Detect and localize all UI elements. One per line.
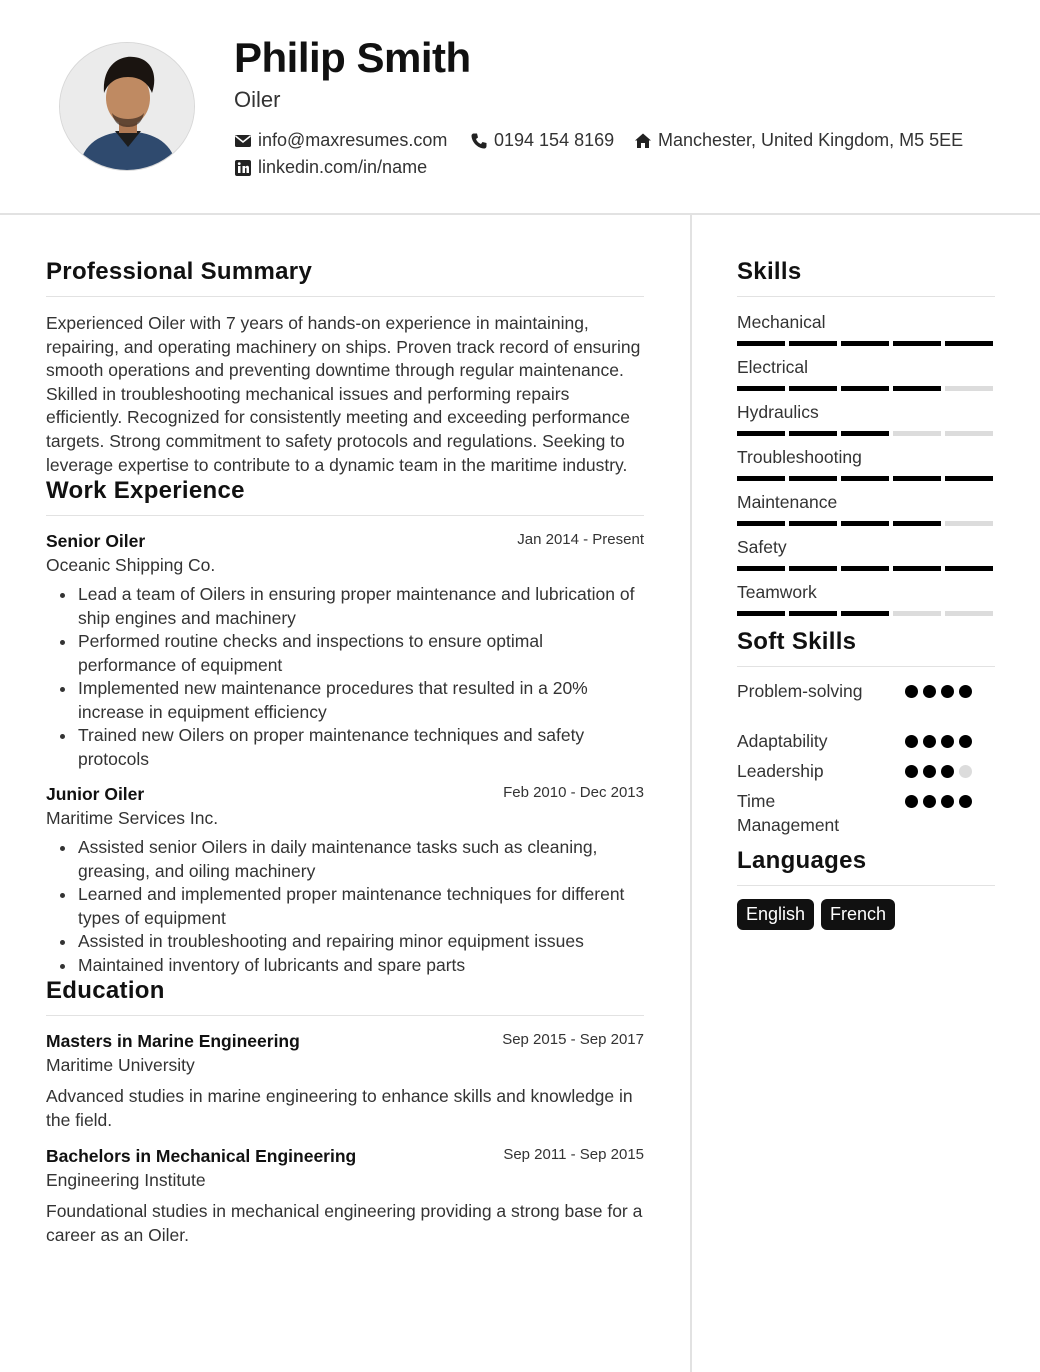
rating-dot — [923, 735, 936, 748]
job-entry — [46, 784, 644, 977]
rating-dot — [923, 765, 936, 778]
job-entry — [46, 531, 644, 771]
skill-level-segment — [945, 386, 993, 391]
rating-dot — [905, 765, 918, 778]
skill-level-segment — [737, 566, 785, 571]
skill-level-segment — [789, 341, 837, 346]
school-name: Engineering Institute — [46, 1170, 206, 1191]
skill-level-segment — [945, 431, 993, 436]
skill-level-segment — [893, 566, 941, 571]
rating-dot — [905, 685, 918, 698]
skill-item — [737, 357, 995, 391]
summary-text: Experienced Oiler with 7 years of hands-on experience in maintaining, repairing, and operating machinery on ships. Proven track record of ensuring smooth operations and preventing downtime through regular maintenance. Skilled in troubleshooting mechanical issues and performing repairs efficiently. Recognized for consistently meeting and exceeding performance targets. Strong commitment to safety protocols and regulations. Seeking to leverage expertise to contribute to a dynamic team in the maritime industry. — [46, 313, 641, 475]
skills-list — [737, 312, 995, 616]
list-item: Performed routine checks and inspections to ensure optimal performance of equipment — [46, 630, 644, 677]
languages-title: Languages — [737, 847, 995, 886]
skill-level-bar — [737, 521, 995, 526]
skill-level-segment — [789, 566, 837, 571]
home-icon — [634, 132, 652, 150]
skill-name: Maintenance — [737, 492, 838, 512]
linkedin-text: linkedin.com/in/name — [258, 157, 428, 177]
list-item: Learned and implemented proper maintenance techniques for different types of equipment — [46, 883, 644, 930]
skill-level-segment — [789, 521, 837, 526]
soft-skill-name: Leadership — [737, 761, 824, 781]
skill-level-segment — [841, 431, 889, 436]
education-date: Sep 2011 - Sep 2015 — [503, 1146, 644, 1164]
degree-title: Bachelors in Mechanical Engineering — [46, 1146, 357, 1167]
rating-dot — [923, 795, 936, 808]
education-section — [46, 977, 644, 1247]
skill-level-segment — [789, 611, 837, 616]
skill-name: Troubleshooting — [737, 447, 862, 467]
education-entry — [46, 1031, 644, 1132]
skill-name: Electrical — [737, 357, 808, 377]
address-text: Manchester, United Kingdom, M5 5EE — [658, 130, 964, 150]
skill-item — [737, 537, 995, 571]
skill-level-segment — [841, 341, 889, 346]
contact-address — [634, 130, 963, 151]
skills-section — [737, 258, 995, 616]
job-bullets — [46, 583, 644, 771]
skill-level-segment — [893, 521, 941, 526]
skill-level-segment — [789, 386, 837, 391]
skill-level-segment — [893, 341, 941, 346]
skills-title: Skills — [737, 258, 995, 297]
rating-dot — [941, 685, 954, 698]
soft-skill-rating — [905, 795, 972, 808]
skill-level-segment — [737, 386, 785, 391]
skill-level-segment — [841, 521, 889, 526]
skill-item — [737, 312, 995, 346]
skill-level-segment — [945, 476, 993, 481]
rating-dot — [959, 765, 972, 778]
job-date: Feb 2010 - Dec 2013 — [503, 784, 644, 802]
skill-level-segment — [945, 521, 993, 526]
school-name: Maritime University — [46, 1055, 195, 1076]
contact-phone[interactable] — [470, 130, 614, 151]
education-entry — [46, 1146, 644, 1247]
skill-level-segment — [737, 521, 785, 526]
skill-name: Teamwork — [737, 582, 817, 602]
main-column — [46, 258, 644, 1247]
rating-dot — [905, 735, 918, 748]
skill-level-segment — [841, 611, 889, 616]
rating-dot — [941, 765, 954, 778]
contact-email[interactable] — [234, 130, 447, 151]
job-title: Junior Oiler — [46, 784, 145, 805]
skill-level-segment — [893, 431, 941, 436]
soft-skill-item — [737, 789, 995, 839]
soft-skill-item — [737, 679, 995, 729]
skill-level-segment — [945, 611, 993, 616]
skill-level-bar — [737, 386, 995, 391]
list-item: Assisted senior Oilers in daily maintenance tasks such as cleaning, greasing, and oiling machinery — [46, 836, 644, 883]
soft-skill-name: Time Management — [737, 791, 840, 835]
rating-dot — [923, 685, 936, 698]
skill-level-segment — [789, 476, 837, 481]
skill-level-segment — [945, 566, 993, 571]
contact-linkedin[interactable] — [234, 157, 427, 178]
column-divider — [690, 215, 692, 1372]
skill-level-segment — [841, 566, 889, 571]
soft-skills-section — [737, 628, 995, 839]
skill-level-bar — [737, 566, 995, 571]
skill-level-segment — [789, 431, 837, 436]
skill-level-bar — [737, 611, 995, 616]
soft-skill-name: Problem-solving — [737, 681, 863, 701]
experience-section — [46, 477, 644, 977]
education-description: Advanced studies in marine engineering to enhance skills and knowledge in the field. — [46, 1086, 633, 1131]
candidate-role: Oiler — [234, 87, 281, 112]
list-item: Lead a team of Oilers in ensuring proper maintenance and lubrication of ship engines and machinery — [46, 583, 644, 630]
soft-skills-title: Soft Skills — [737, 628, 995, 667]
rating-dot — [959, 685, 972, 698]
phone-icon — [470, 132, 488, 150]
job-title: Senior Oiler — [46, 531, 146, 552]
skill-level-segment — [893, 476, 941, 481]
skill-item — [737, 447, 995, 481]
soft-skill-rating — [905, 685, 972, 698]
soft-skill-rating — [905, 765, 972, 778]
soft-skill-name: Adaptability — [737, 731, 828, 751]
skill-item — [737, 582, 995, 616]
job-company: Oceanic Shipping Co. — [46, 555, 216, 576]
skill-level-segment — [945, 341, 993, 346]
soft-skill-item — [737, 729, 995, 759]
list-item: Trained new Oilers on proper maintenance techniques and safety protocols — [46, 724, 644, 771]
list-item: Maintained inventory of lubricants and spare parts — [46, 954, 644, 978]
job-bullets — [46, 836, 644, 977]
skill-level-bar — [737, 476, 995, 481]
education-title: Education — [46, 977, 644, 1016]
skill-level-segment — [737, 341, 785, 346]
skill-level-segment — [737, 611, 785, 616]
email-text: info@maxresumes.com — [258, 130, 448, 150]
languages-list — [737, 899, 995, 930]
degree-title: Masters in Marine Engineering — [46, 1031, 300, 1052]
side-column — [737, 258, 995, 930]
languages-section — [737, 847, 995, 930]
candidate-name: Philip Smith — [234, 34, 471, 81]
linkedin-icon — [234, 159, 252, 177]
job-company: Maritime Services Inc. — [46, 808, 219, 829]
experience-title: Work Experience — [46, 477, 644, 516]
language-badge: English — [737, 899, 814, 930]
soft-skills-list — [737, 679, 995, 839]
skill-level-bar — [737, 431, 995, 436]
soft-skill-rating — [905, 735, 972, 748]
rating-dot — [941, 795, 954, 808]
skill-name: Mechanical — [737, 312, 826, 332]
skill-level-bar — [737, 341, 995, 346]
skill-name: Safety — [737, 537, 787, 557]
envelope-icon — [234, 132, 252, 150]
summary-title: Professional Summary — [46, 258, 644, 297]
rating-dot — [905, 795, 918, 808]
skill-level-segment — [841, 386, 889, 391]
skill-item — [737, 402, 995, 436]
rating-dot — [941, 735, 954, 748]
skill-level-segment — [737, 431, 785, 436]
language-badge: French — [821, 899, 895, 930]
skill-level-segment — [841, 476, 889, 481]
skill-item — [737, 492, 995, 526]
list-item: Assisted in troubleshooting and repairing minor equipment issues — [46, 930, 644, 954]
rating-dot — [959, 795, 972, 808]
list-item: Implemented new maintenance procedures that resulted in a 20% increase in equipment efficiency — [46, 677, 644, 724]
skill-name: Hydraulics — [737, 402, 819, 422]
rating-dot — [959, 735, 972, 748]
job-date: Jan 2014 - Present — [517, 531, 644, 549]
education-date: Sep 2015 - Sep 2017 — [502, 1031, 644, 1049]
phone-text: 0194 154 8169 — [494, 130, 615, 150]
summary-section — [46, 258, 644, 477]
education-description: Foundational studies in mechanical engineering providing a strong base for a career as an Oiler. — [46, 1201, 643, 1246]
profile-photo — [59, 42, 195, 171]
soft-skill-item — [737, 759, 995, 789]
skill-level-segment — [737, 476, 785, 481]
skill-level-segment — [893, 611, 941, 616]
skill-level-segment — [893, 386, 941, 391]
resume-header — [0, 0, 1040, 215]
